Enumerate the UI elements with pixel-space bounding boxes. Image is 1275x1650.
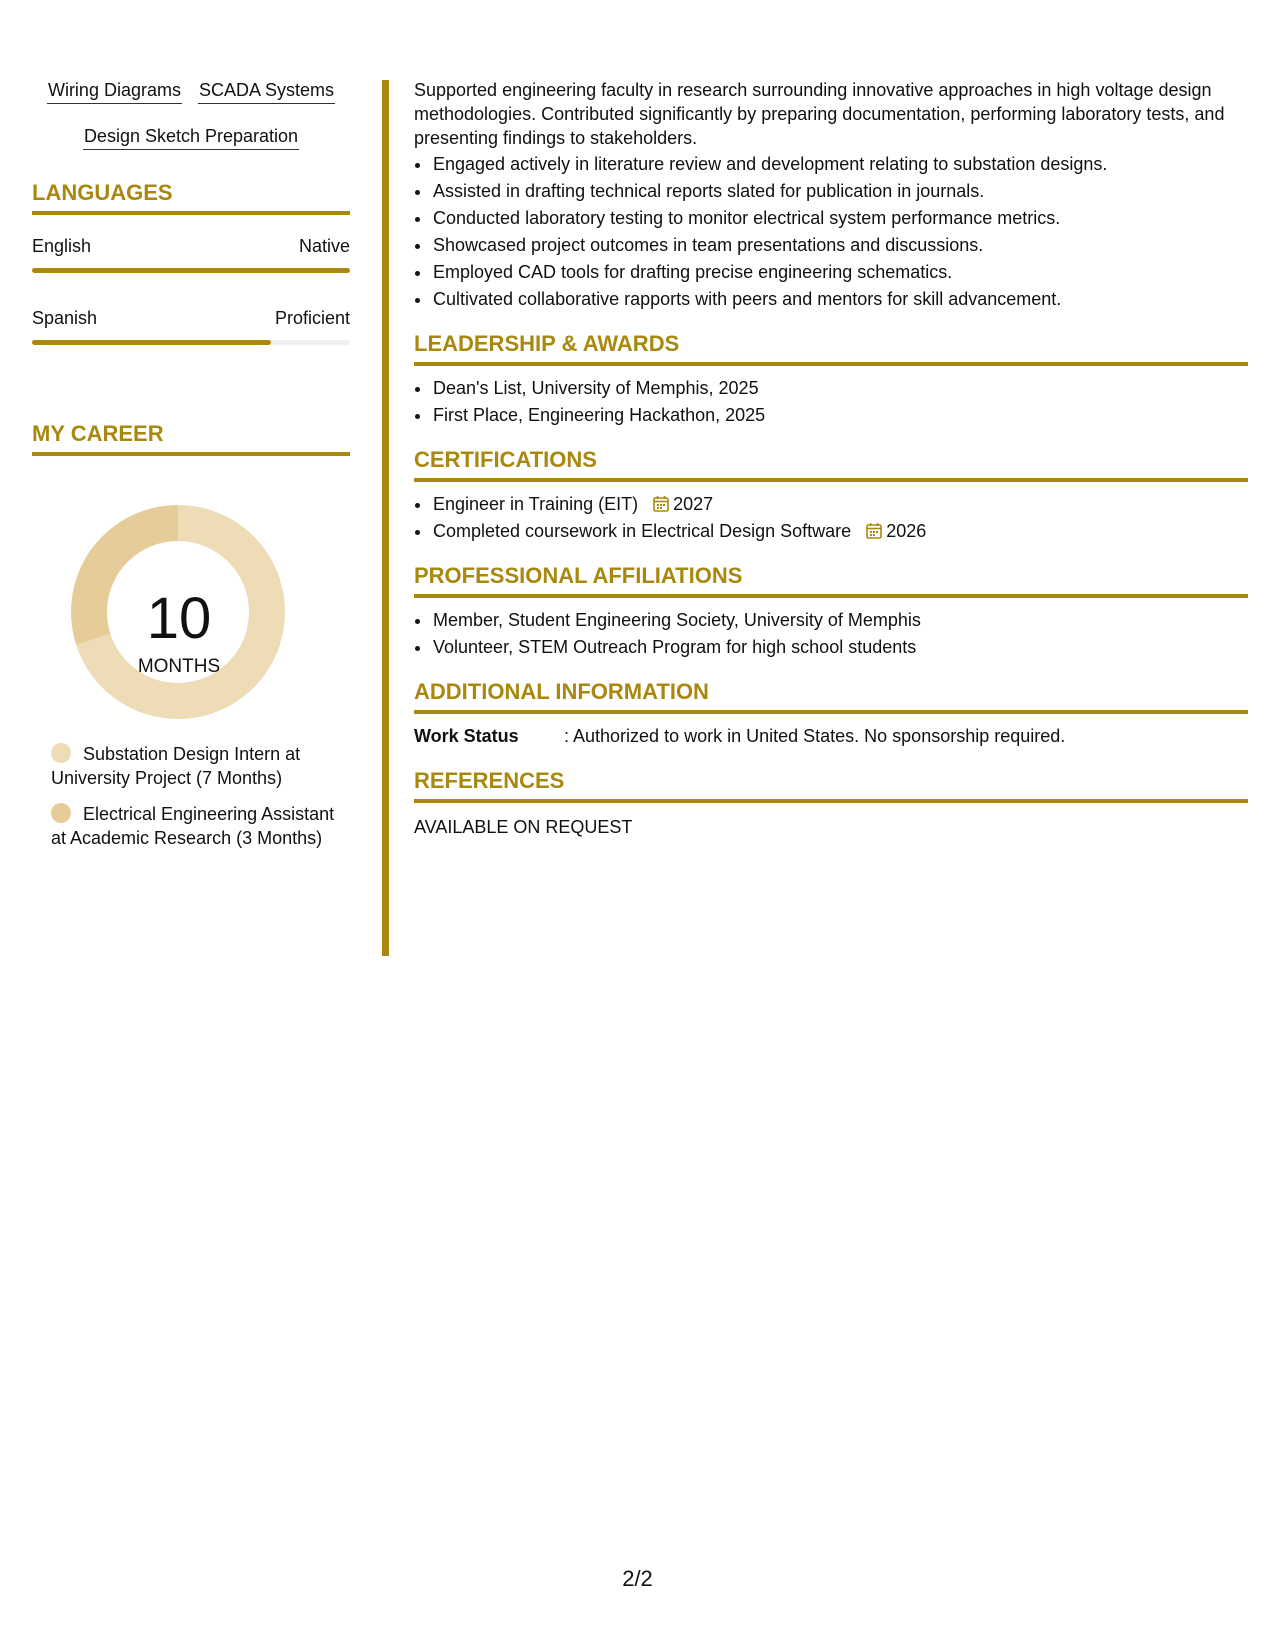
work-status-value: : Authorized to work in United States. No sponsorship required.: [564, 726, 1066, 746]
language-bar-fill: [32, 268, 350, 273]
section-title: ADDITIONAL INFORMATION: [414, 679, 709, 704]
additional-section: [414, 679, 1248, 748]
career-donut: [32, 494, 350, 734]
section-title: PROFESSIONAL AFFILIATIONS: [414, 563, 743, 588]
work-status-label: Work Status: [414, 726, 519, 746]
skills-list: [32, 78, 350, 150]
references-text: AVAILABLE ON REQUEST: [414, 817, 633, 837]
legend-dot: [51, 743, 71, 763]
career-section: [32, 421, 350, 850]
legend-item: [51, 802, 350, 850]
language-level: Proficient: [274, 308, 350, 328]
skill-tag: Design Sketch Preparation: [83, 124, 299, 150]
calendar-icon: [653, 495, 669, 512]
certification-item: [432, 492, 1248, 516]
section-title: CERTIFICATIONS: [414, 447, 597, 472]
certification-year: 2027: [673, 494, 714, 514]
certification-name: Completed coursework in Electrical Design Software: [433, 521, 852, 541]
experience-summary: Supported engineering faculty in research surrounding innovative approaches in high voltage design methodologies. Contributed significantly by preparing documentation, performing laboratory tests, and presenting findings to stakeholders.: [414, 80, 1225, 148]
calendar-icon: [866, 522, 882, 539]
awards-section: [414, 331, 1248, 427]
list-item: • Volunteer, STEM Outreach Program for high school students: [432, 635, 1248, 659]
legend-dot: [51, 803, 71, 823]
legend-label: Substation Design Intern at University Project (7 Months): [51, 744, 301, 788]
section-rule: [32, 452, 350, 456]
affiliations-section: [414, 563, 1248, 659]
section-title: LANGUAGES: [32, 180, 173, 205]
section-rule: [414, 799, 1248, 803]
column-divider: [382, 80, 389, 956]
list-item: • Assisted in drafting technical reports slated for publication in journals.: [432, 179, 1248, 203]
language-item: [32, 235, 350, 273]
section-rule: [32, 211, 350, 215]
certification-year: 2026: [886, 521, 927, 541]
language-bar: [32, 268, 350, 273]
language-bar: [32, 340, 350, 345]
list-item: • Employed CAD tools for drafting precise engineering schematics.: [432, 260, 1248, 284]
list-item: • Conducted laboratory testing to monitor electrical system performance metrics.: [432, 206, 1248, 230]
language-name: Spanish: [32, 308, 98, 328]
certification-name: Engineer in Training (EIT): [433, 494, 639, 514]
section-rule: [414, 594, 1248, 598]
skill-tag: Wiring Diagrams: [47, 78, 182, 104]
languages-section: [32, 180, 350, 345]
career-legend: [32, 742, 350, 850]
right-column: [414, 78, 1248, 839]
section-title: MY CAREER: [32, 421, 164, 446]
left-column: [32, 78, 350, 862]
list-item: • Member, Student Engineering Society, University of Memphis: [432, 608, 1248, 632]
list-item: • Dean's List, University of Memphis, 2025: [432, 376, 1248, 400]
career-unit: MONTHS: [137, 656, 221, 677]
experience-section: [414, 78, 1248, 311]
references-section: [414, 768, 1248, 839]
section-title: LEADERSHIP & AWARDS: [414, 331, 680, 356]
work-status-row: [414, 724, 1248, 748]
legend-label: Electrical Engineering Assistant at Academic Research (3 Months): [51, 804, 335, 848]
list-item: • Showcased project outcomes in team presentations and discussions.: [432, 233, 1248, 257]
language-level: Native: [298, 236, 350, 256]
section-rule: [414, 478, 1248, 482]
language-bar-fill: [32, 340, 271, 345]
list-item: • Cultivated collaborative rapports with peers and mentors for skill advancement.: [432, 287, 1248, 311]
page-number: 2/2: [622, 1566, 653, 1591]
language-name: English: [32, 236, 92, 256]
language-item: [32, 307, 350, 345]
legend-item: [51, 742, 350, 790]
section-title: REFERENCES: [414, 768, 565, 793]
section-rule: [414, 362, 1248, 366]
certification-item: [432, 519, 1248, 543]
career-total: 10: [146, 586, 212, 651]
certifications-section: [414, 447, 1248, 543]
skill-tag: SCADA Systems: [198, 78, 335, 104]
list-item: • Engaged actively in literature review and development relating to substation designs.: [432, 152, 1248, 176]
experience-bullets: [414, 152, 1248, 311]
section-rule: [414, 710, 1248, 714]
list-item: • First Place, Engineering Hackathon, 2025: [432, 403, 1248, 427]
